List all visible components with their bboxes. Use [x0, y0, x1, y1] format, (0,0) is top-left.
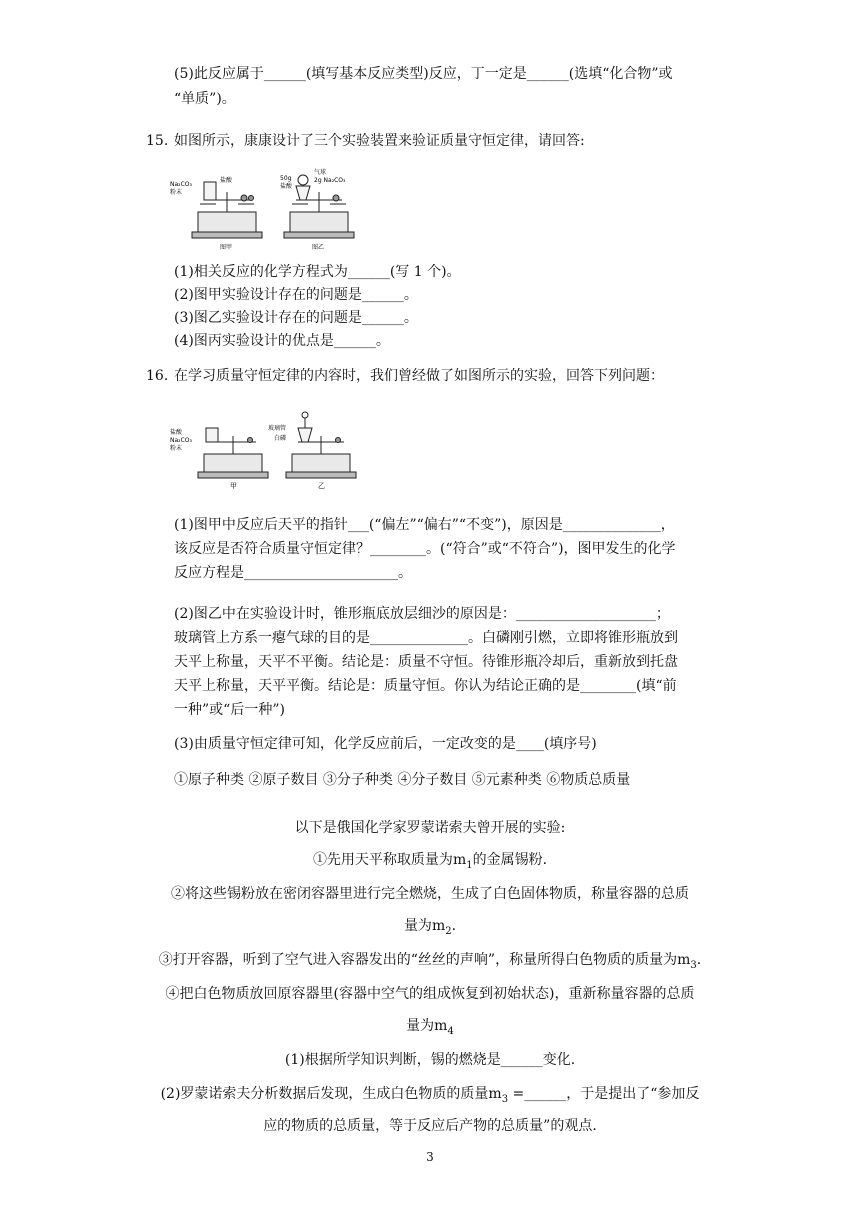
q15-fig-label-a3: 盐酸 — [220, 177, 233, 184]
page-number: 3 — [426, 1150, 434, 1164]
q16-p2-line4: 天平上称量，天平平衡。结论是：质量守恒。你认为结论正确的是________(填“前 — [174, 678, 677, 694]
lomonosov-question-2-line2: 应的物质的总质量，等于反应后产物的总质量”的观点. — [263, 1118, 597, 1134]
q16-fig-caption-a: 甲 — [230, 482, 237, 490]
q16-p1-line1: (1)图甲中反应后天平的指针___(“偏左”“偏右”“不变”)，原因是______________， — [174, 517, 675, 533]
lomonosov-step-4-line2 — [0, 1016, 860, 1042]
q15-fig-label-b3: 气球 — [314, 169, 327, 176]
q16-fig-label-b1: 玻璃管 — [268, 425, 287, 432]
q15-fig-caption-a: 图甲 — [220, 244, 233, 251]
q14-item5-line1: (5)此反应属于______(填写基本反应类型)反应，丁一定是______(选填“化合物”或 — [174, 66, 673, 82]
q16-fig-label-b2: 白磷 — [274, 435, 287, 442]
q16-p1-line2: 该反应是否符合质量守恒定律？________。(“符合”或“不符合”)，图甲发生的化学 — [174, 541, 676, 557]
q15-fig-label-b4: 2g Na₂CO₃ — [314, 177, 346, 184]
q16-fig-label-a1: 盐酸 — [170, 429, 183, 436]
lomonosov-step-3 — [0, 950, 860, 976]
lomonosov-question-1: (1)根据所学知识判断，锡的燃烧是______变化. — [284, 1052, 576, 1068]
step4-sub: 4 — [447, 1025, 454, 1037]
step3-sub: 3 — [690, 959, 697, 971]
q16-p2-line1: (2)图乙中在实验设计时，锥形瓶底放层细沙的原因是：____________________； — [174, 606, 670, 622]
step1-post: 的金属锡粉. — [472, 852, 548, 868]
q15-fig-label-a1: Na₂CO₃ — [170, 181, 192, 188]
step3-post: . — [696, 952, 702, 968]
q14-item5-line2: “单质”)。 — [174, 91, 236, 107]
q15-item-4: (4)图丙实验设计的优点是______。 — [174, 333, 390, 349]
q16-fig-label-a3: 粉末 — [170, 445, 183, 452]
q16-stem: 在学习质量守恒定律的内容时，我们曾经做了如图所示的实验，回答下列问题： — [174, 368, 664, 384]
step3-var: m — [677, 952, 691, 968]
q15-fig-label-b2: 盐酸 — [280, 183, 293, 190]
q15-stem: 如图所示，康康设计了三个实验装置来验证质量守恒定律，请回答: — [174, 133, 585, 149]
q16-p2-line2: 玻璃管上方系一瘪气球的目的是______________。白磷刚引燃，立即将锥形瓶放到 — [174, 630, 678, 646]
step4-var: m — [434, 1018, 448, 1034]
q15-item-2: (2)图甲实验设计存在的问题是______。 — [174, 287, 418, 303]
lomonosov-step-4-line1: ④把白色物质放回原容器里(容器中空气的组成恢复到初始状态)，重新称量容器的总质 — [165, 986, 695, 1002]
q15-item-1: (1)相关反应的化学方程式为______(写 1 个)。 — [174, 264, 461, 280]
q16-number: 16. — [146, 368, 169, 384]
q16-figure — [168, 408, 368, 492]
step2-sub: 2 — [445, 925, 452, 937]
lomonosov-question-2-line1 — [0, 1084, 860, 1110]
q15-item-3: (3)图乙实验设计存在的问题是______。 — [174, 310, 418, 326]
q2-post: =______，于是提出了“参加反 — [508, 1086, 700, 1102]
q2-var: m — [488, 1086, 502, 1102]
q15-figure — [168, 160, 368, 252]
q16-p2-line3: 天平上称量，天平不平衡。结论是：质量不守恒。待锥形瓶冷却后，重新放到托盘 — [174, 654, 678, 670]
q15-fig-label-a2: 粉末 — [170, 189, 183, 196]
q15-fig-caption-b: 图乙 — [312, 244, 325, 251]
lomonosov-step-1 — [0, 850, 860, 876]
step3-pre: ③打开容器，听到了空气进入容器发出的“丝丝的声响”，称量所得白色物质的质量为 — [158, 952, 678, 968]
q2-sub: 3 — [501, 1093, 509, 1105]
step1-sub: 1 — [466, 859, 473, 871]
q16-p2-line5: 一种”或“后一种”) — [174, 702, 285, 718]
q15-number: 15. — [146, 133, 169, 149]
q16-p1-line3: 反应方程是______________________。 — [174, 565, 412, 581]
q16-fig-caption-b: 乙 — [318, 482, 325, 490]
step2-pre: 量为 — [403, 918, 432, 934]
q16-options: ①原子种类 ②原子数目 ③分子种类 ④分子数目 ⑤元素种类 ⑥物质总质量 — [174, 772, 631, 788]
q15-fig-label-b1: 50g — [280, 175, 292, 182]
step2-post: . — [451, 918, 457, 934]
step1-var: m — [452, 852, 467, 868]
q16-p3: (3)由质量守恒定律可知，化学反应前后，一定改变的是____(填序号) — [174, 736, 597, 752]
q16-fig-label-a2: Na₂CO₃ — [170, 437, 192, 444]
step1-pre: ①先用天平称取质量为 — [312, 852, 453, 868]
lomonosov-step-2-line2 — [0, 916, 860, 942]
lomonosov-step-2-line1: ②将这些锡粉放在密闭容器里进行完全燃烧，生成了白色固体物质，称量容器的总质 — [171, 886, 689, 902]
lomonosov-intro: 以下是俄国化学家罗蒙诺索夫曾开展的实验: — [294, 820, 566, 836]
step2-var: m — [431, 918, 446, 934]
q2-pre: (2)罗蒙诺索夫分析数据后发现，生成白色物质的质量 — [160, 1086, 489, 1102]
step4-pre: 量为 — [406, 1018, 435, 1034]
